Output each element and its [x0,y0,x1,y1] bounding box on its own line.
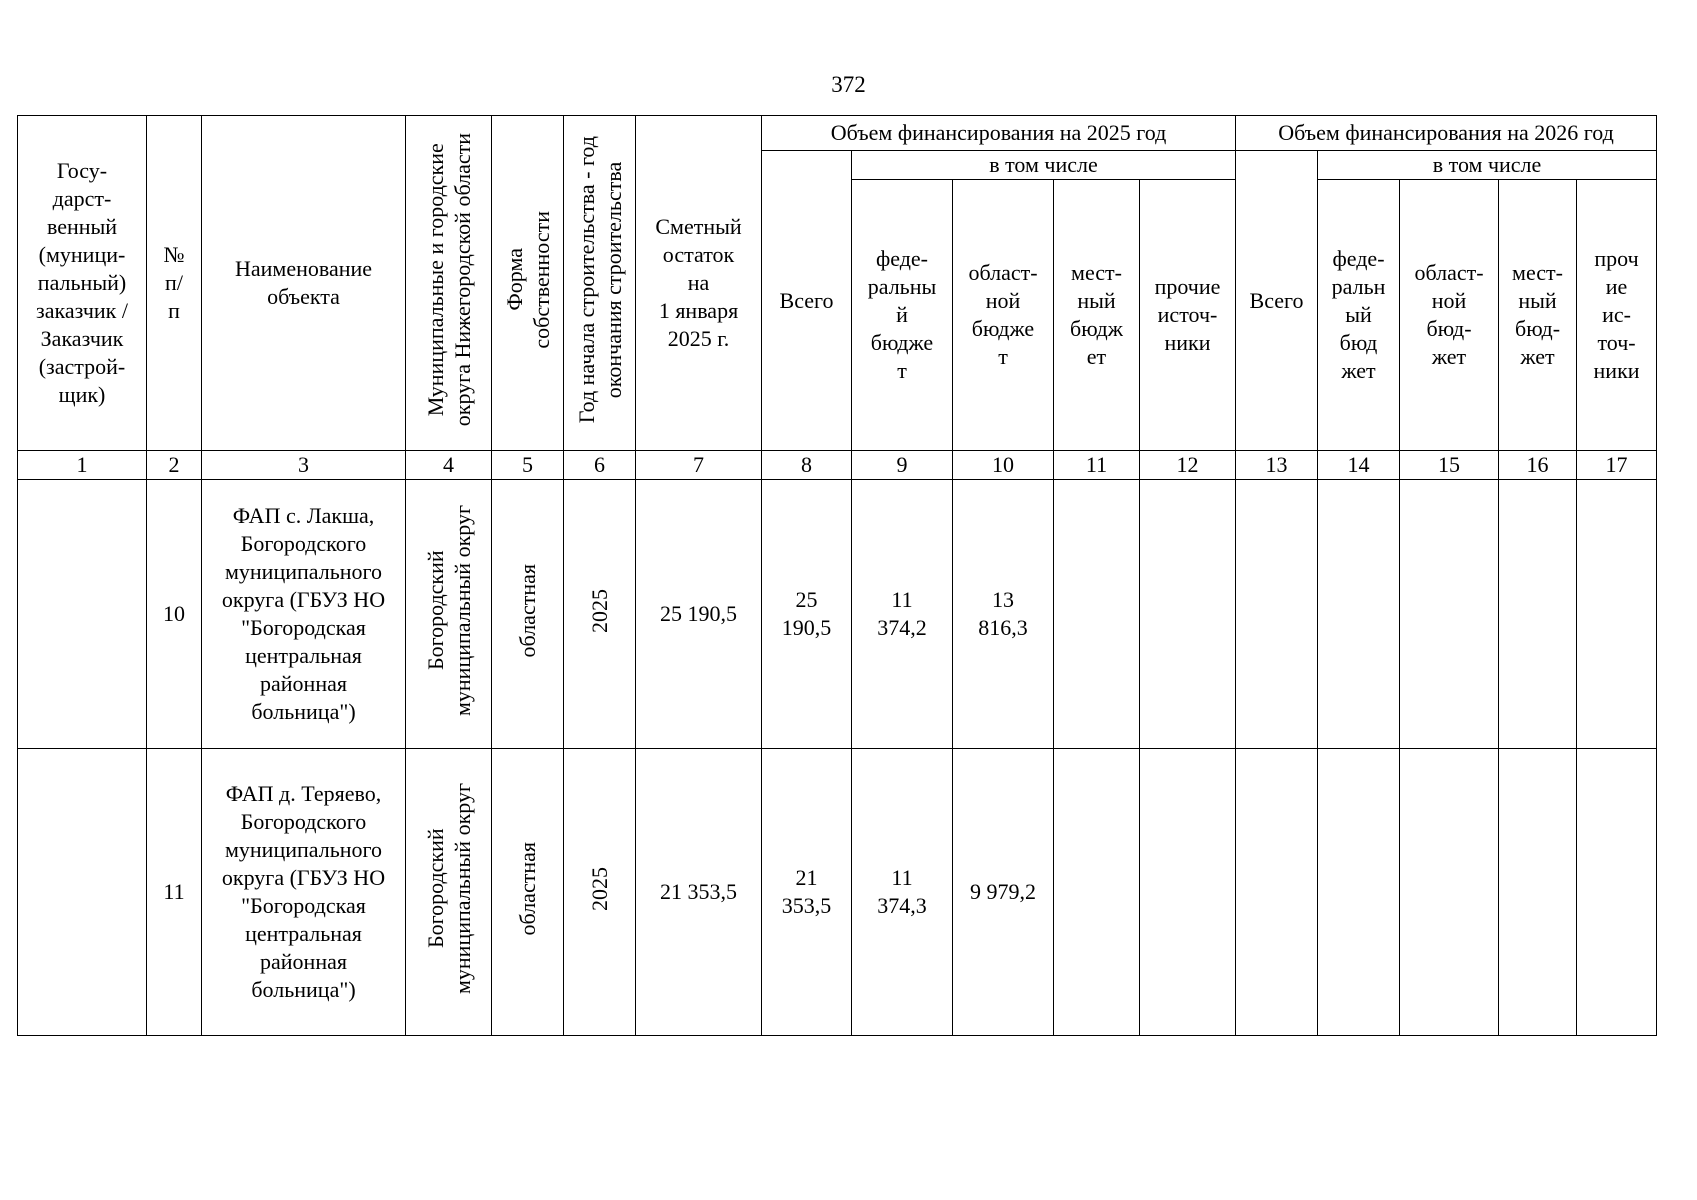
cell-total-2025: 21 353,5 [762,749,852,1036]
cell-years: 2025 [564,480,636,749]
header-customer: Госу- дарст- венный (муници- пальный) заказчик / Заказчик (застрой- щик) [18,116,147,451]
cell-local-2025 [1054,749,1140,1036]
column-number: 12 [1140,451,1236,480]
column-number: 4 [406,451,492,480]
header-including-2025: в том числе [852,151,1236,180]
cell-regional-2025: 13 816,3 [953,480,1054,749]
header-local-2025: мест- ный бюдж ет [1054,180,1140,451]
cell-local-2026 [1499,480,1577,749]
cell-years: 2025 [564,749,636,1036]
table-row [18,480,1657,749]
cell-customer [18,480,147,749]
column-number-row [18,451,1657,480]
header-total-2025: Всего [762,151,852,451]
cell-object-name: ФАП с. Лакша, Богородского муниципального округа (ГБУЗ НО "Богородская центральная районная больница") [202,480,406,749]
cell-estimate: 25 190,5 [636,480,762,749]
header-group-2025: Объем финансирования на 2025 год [762,116,1236,151]
column-number: 9 [852,451,953,480]
cell-total-2025: 25 190,5 [762,480,852,749]
cell-object-name: ФАП д. Теряево, Богородского муниципального округа (ГБУЗ НО "Богородская центральная районная больница") [202,749,406,1036]
cell-other-2026 [1577,749,1657,1036]
header-years: Год начала строительства - год окончания строительства [564,116,636,451]
header-other-2026: проч ие ис- точ- ники [1577,180,1657,451]
header-other-2025: прочие источ- ники [1140,180,1236,451]
column-number: 6 [564,451,636,480]
cell-district: Богородский муниципальный округ [406,480,492,749]
cell-total-2026 [1236,749,1318,1036]
column-number: 17 [1577,451,1657,480]
column-number: 11 [1054,451,1140,480]
column-number: 16 [1499,451,1577,480]
cell-estimate: 21 353,5 [636,749,762,1036]
column-number: 2 [147,451,202,480]
cell-federal-2026 [1318,480,1400,749]
header-ownership: Форма собственности [492,116,564,451]
page-number: 372 [831,72,866,97]
header-group-2026: Объем финансирования на 2026 год [1236,116,1657,151]
cell-federal-2025: 11 374,3 [852,749,953,1036]
cell-ownership: областная [492,480,564,749]
cell-number: 10 [147,480,202,749]
column-number: 10 [953,451,1054,480]
cell-number: 11 [147,749,202,1036]
header-estimate: Сметный остаток на 1 января 2025 г. [636,116,762,451]
cell-other-2026 [1577,480,1657,749]
header-district: Муниципальные и городские округа Нижегородской области [406,116,492,451]
header-federal-2025: феде- ральны й бюдже т [852,180,953,451]
cell-total-2026 [1236,480,1318,749]
cell-regional-2025: 9 979,2 [953,749,1054,1036]
cell-ownership: областная [492,749,564,1036]
cell-other-2025 [1140,480,1236,749]
cell-regional-2026 [1400,480,1499,749]
cell-customer [18,749,147,1036]
column-number: 13 [1236,451,1318,480]
column-number: 8 [762,451,852,480]
cell-local-2026 [1499,749,1577,1036]
header-total-2026: Всего [1236,151,1318,451]
header-regional-2025: област- ной бюдже т [953,180,1054,451]
column-number: 15 [1400,451,1499,480]
financing-table [17,115,1657,1036]
header-regional-2026: област- ной бюд- жет [1400,180,1499,451]
header-number: № п/ п [147,116,202,451]
column-number: 5 [492,451,564,480]
column-number: 1 [18,451,147,480]
cell-federal-2025: 11 374,2 [852,480,953,749]
column-number: 7 [636,451,762,480]
cell-district: Богородский муниципальный округ [406,749,492,1036]
table-row [18,749,1657,1036]
column-number: 14 [1318,451,1400,480]
cell-local-2025 [1054,480,1140,749]
column-number: 3 [202,451,406,480]
header-object-name: Наименование объекта [202,116,406,451]
header-including-2026: в том числе [1318,151,1657,180]
header-local-2026: мест- ный бюд- жет [1499,180,1577,451]
header-federal-2026: феде- ральн ый бюд жет [1318,180,1400,451]
cell-federal-2026 [1318,749,1400,1036]
cell-other-2025 [1140,749,1236,1036]
cell-regional-2026 [1400,749,1499,1036]
